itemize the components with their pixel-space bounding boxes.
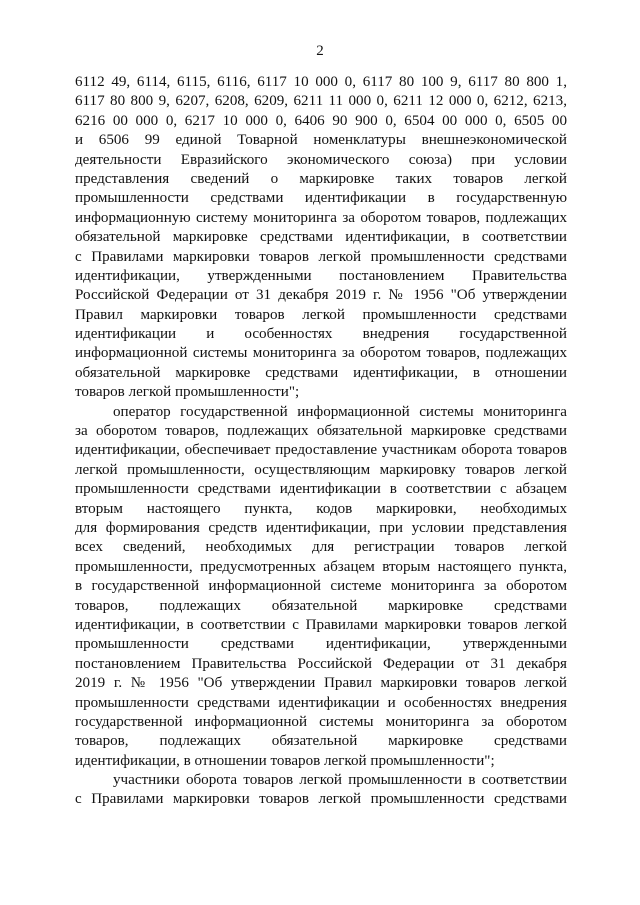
text-line: за оборотом товаров, подлежащих обязательной маркировке средствами [75, 423, 567, 440]
text-line: идентификации и особенностях внедрения государственной [75, 326, 567, 343]
text-line: для формирования средств идентификации, при условии представления [75, 519, 567, 536]
text-line: легкой промышленности, осуществляющим маркировку товаров легкой [75, 461, 567, 478]
text-line: промышленности средствами идентификации в государственную [75, 190, 567, 207]
text-line: оператор государственной информационной системы мониторинга [113, 403, 567, 420]
body-text [75, 73, 567, 810]
text-line: обязательной маркировке средствами идентификации, в отношении [75, 364, 567, 381]
text-line: промышленности средствами идентификации в соответствии с абзацем [75, 481, 567, 498]
text-line: постановлением Правительства Российской Федерации от 31 декабря [75, 655, 567, 672]
text-line: и 6506 99 единой Товарной номенклатуры внешнеэкономической [75, 132, 567, 149]
text-line: идентификации, в соответствии с Правилами маркировки товаров легкой [75, 616, 567, 633]
text-line: государственной информационной системы мониторинга за оборотом [75, 713, 567, 730]
text-line: в государственной информационной системе мониторинга за оборотом [75, 578, 567, 595]
text-line: всех сведений, необходимых для регистрации товаров легкой [75, 539, 567, 556]
text-line: 6112 49, 6114, 6115, 6116, 6117 10 000 0, 6117 80 100 9, 6117 80 800 1, [75, 74, 567, 90]
text-line: товаров, подлежащих обязательной маркировке средствами [75, 733, 567, 750]
text-line: представления сведений о маркировке таких товаров легкой [75, 170, 567, 187]
text-line: с Правилами маркировки товаров легкой промышленности средствами [75, 248, 567, 265]
text-line: обязательной маркировке средствами идентификации, в соответствии [75, 229, 567, 246]
text-line: информационной системы мониторинга за оборотом товаров, подлежащих [75, 345, 567, 362]
text-line: товаров легкой промышленности"; [75, 384, 300, 401]
text-line: Российской Федерации от 31 декабря 2019 г. № 1956 "Об утверждении [75, 287, 567, 304]
text-line: промышленности, предусмотренных абзацем вторым настоящего пункта, [75, 558, 567, 575]
text-line: промышленности средствами идентификации, утвержденными [75, 636, 567, 653]
text-line: Правил маркировки товаров легкой промышленности средствами [75, 306, 567, 323]
text-line: с Правилами маркировки товаров легкой промышленности средствами [75, 791, 567, 808]
page-number: 2 [316, 43, 324, 59]
text-line: промышленности средствами идентификации и особенностях внедрения [75, 694, 567, 711]
text-line: идентификации, в отношении товаров легкой промышленности"; [75, 752, 495, 769]
text-line: идентификации, утвержденными постановлением Правительства [75, 267, 567, 284]
text-line: участники оборота товаров легкой промышленности в соответствии [113, 772, 567, 789]
text-line: 2019 г. № 1956 "Об утверждении Правил маркировки товаров легкой [75, 675, 567, 692]
text-line: информационную систему мониторинга за оборотом товаров, подлежащих [75, 209, 567, 226]
text-line: вторым настоящего пункта, кодов маркировки, необходимых [75, 500, 567, 517]
text-line: товаров, подлежащих обязательной маркировке средствами [75, 597, 567, 614]
text-line: 6117 80 800 9, 6207, 6208, 6209, 6211 11 000 0, 6211 12 000 0, 6212, 6213, [75, 93, 567, 110]
text-line: деятельности Евразийского экономического союза) при условии [75, 151, 567, 168]
text-line: 6216 00 000 0, 6217 10 000 0, 6406 90 900 0, 6504 00 000 0, 6505 00 [75, 112, 567, 129]
text-line: идентификации, обеспечивает предоставление участникам оборота товаров [75, 442, 567, 459]
